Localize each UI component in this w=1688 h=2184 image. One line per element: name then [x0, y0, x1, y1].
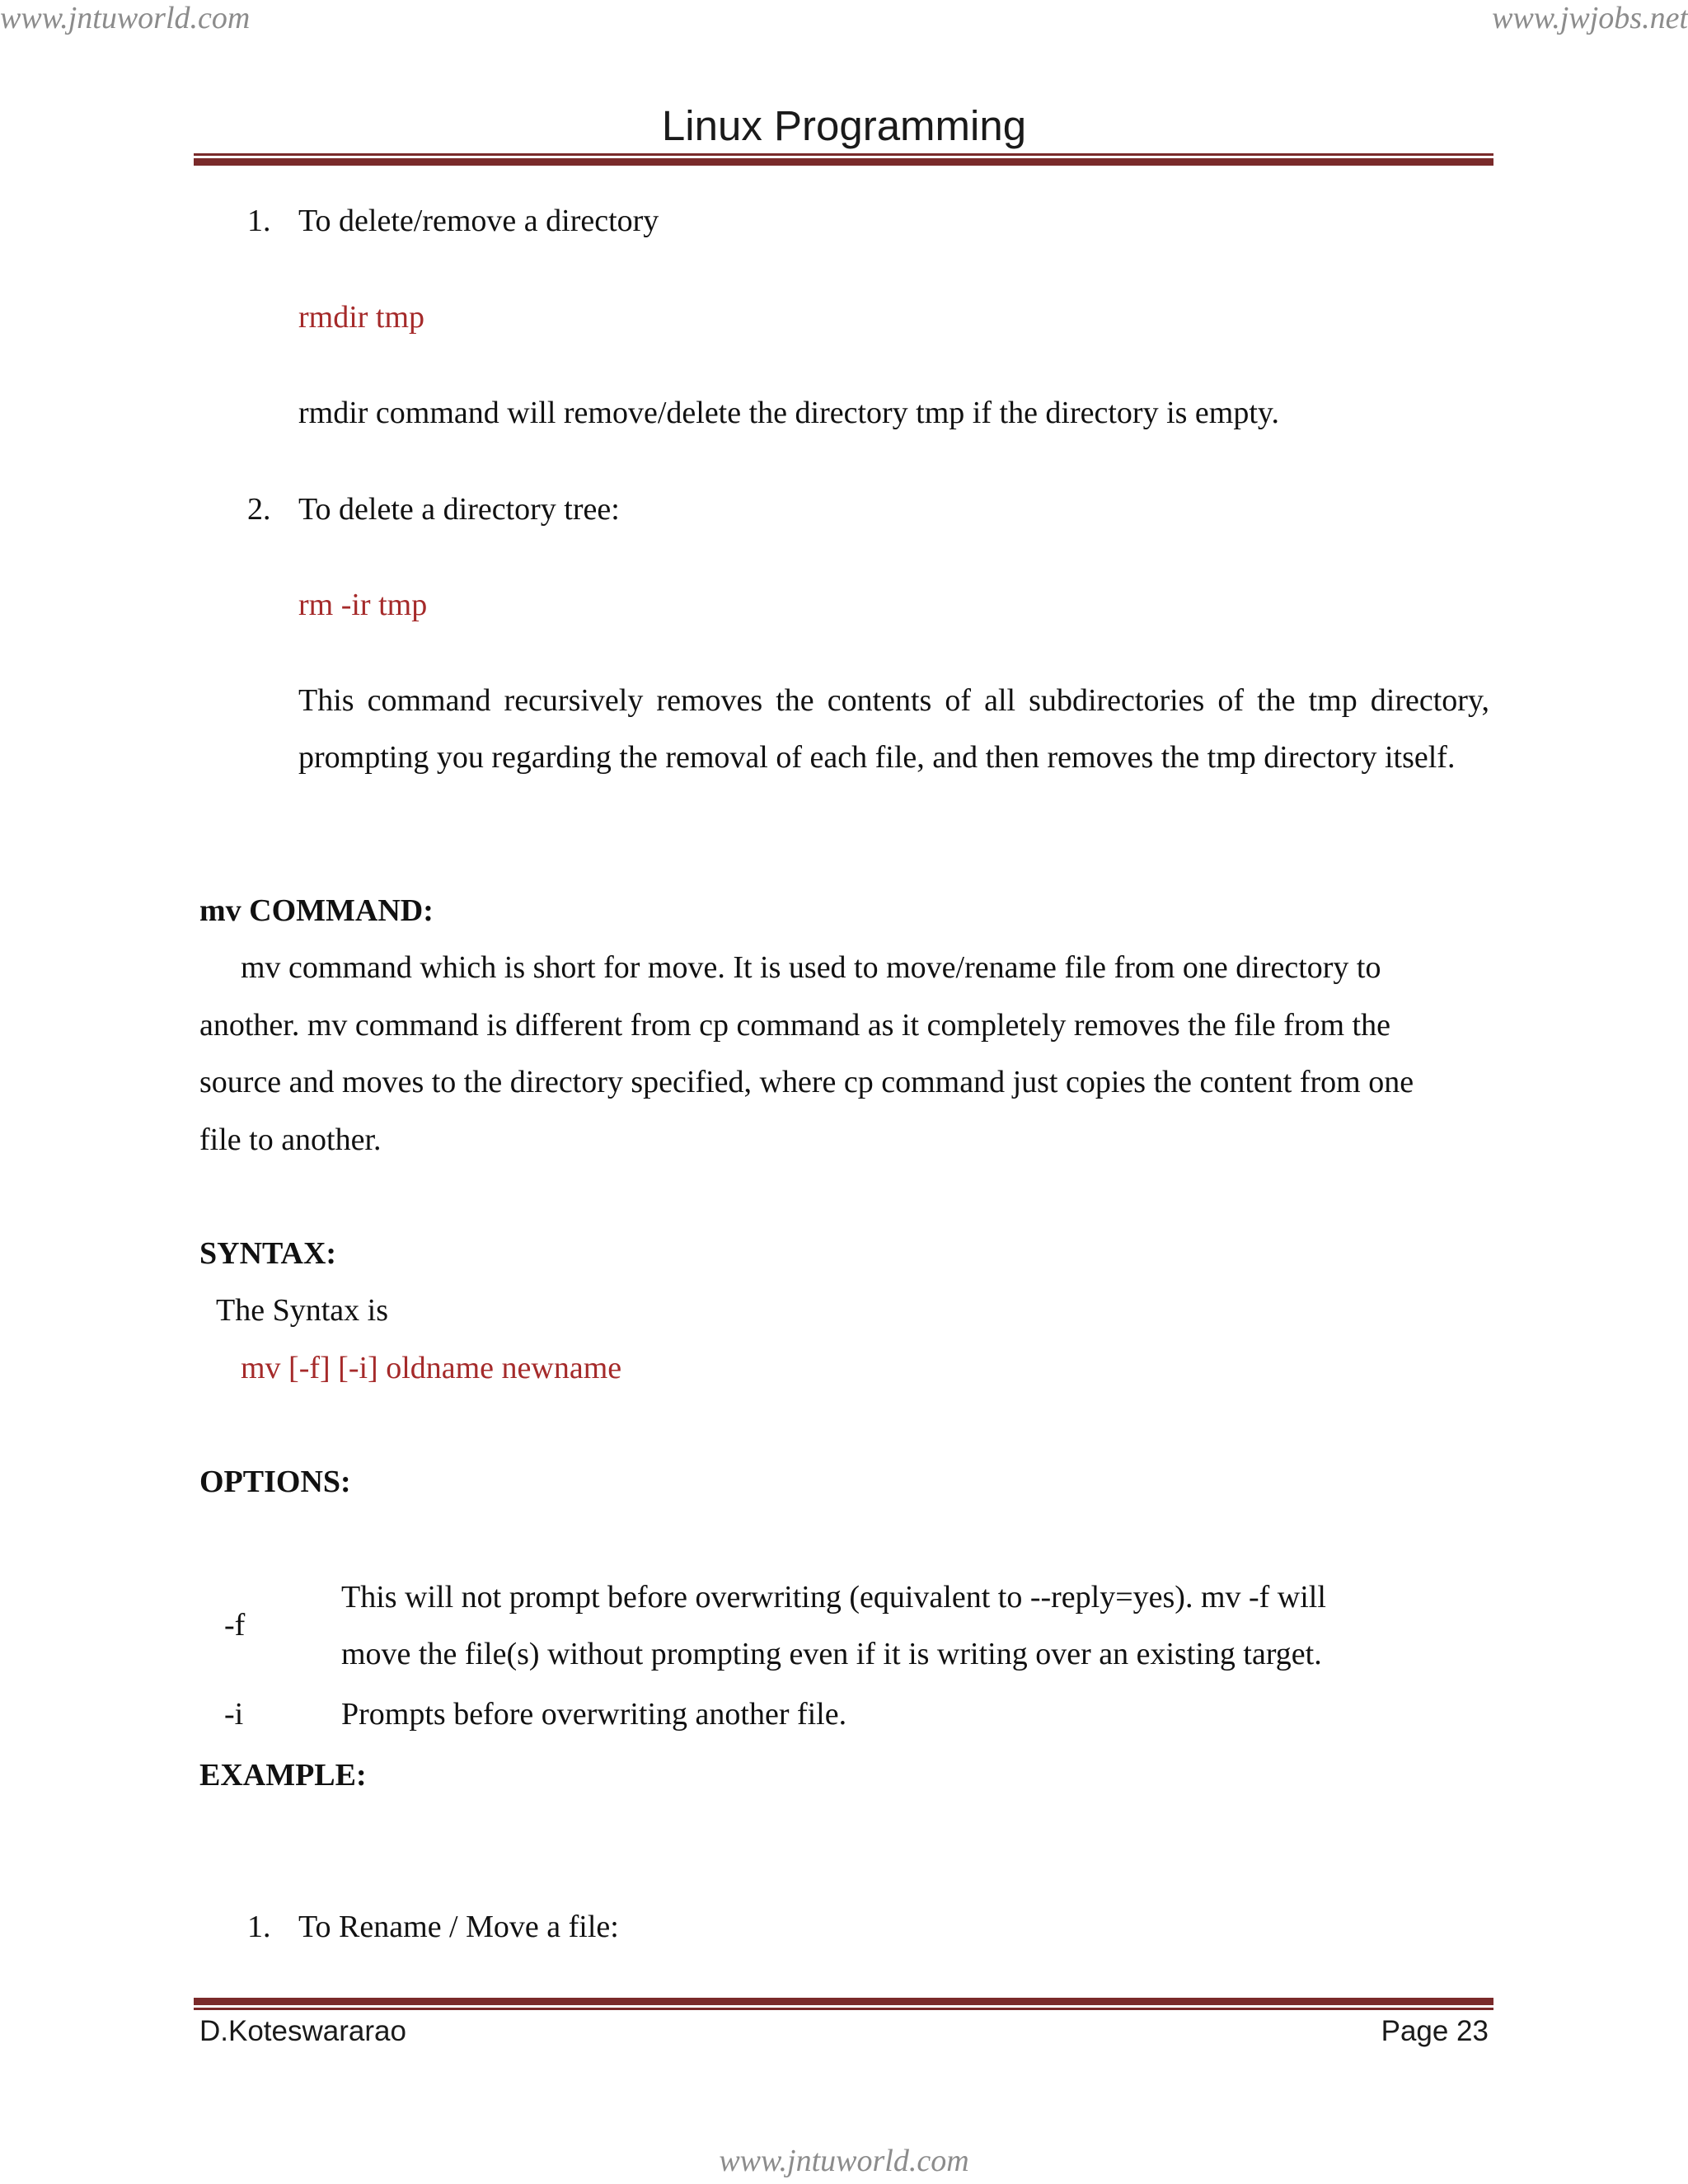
- footer-author: D.Koteswararao: [199, 2015, 406, 2047]
- option-description: This will not prompt before overwriting (equivalent to --reply=yes). mv -f will: [341, 1580, 1326, 1615]
- page-title: Linux Programming: [661, 102, 1027, 149]
- option-description: Prompts before overwriting another file.: [341, 1697, 847, 1732]
- option-flag: -f: [224, 1608, 246, 1643]
- paragraph-line: mv command which is short for move. It is used to move/rename file from one directory to: [241, 950, 1381, 985]
- list-number: 1.: [247, 204, 271, 238]
- watermark-top-left: www.jntuworld.com: [0, 1, 251, 35]
- paragraph-line: source and moves to the directory specified, where cp command just copies the content from one: [199, 1065, 1414, 1099]
- list-number: 2.: [247, 492, 271, 527]
- list-item-text: To Rename / Move a file:: [298, 1910, 619, 1944]
- syntax-intro: The Syntax is: [216, 1293, 388, 1328]
- option-flag: -i: [224, 1697, 244, 1732]
- command-text: rm -ir tmp: [298, 588, 428, 622]
- footer-page-number: Page 23: [1381, 2015, 1489, 2047]
- watermark-bottom: www.jntuworld.com: [719, 2144, 969, 2178]
- header-rule: [194, 153, 1493, 166]
- footer-rule: [194, 1998, 1493, 2010]
- watermark-top-right: www.jwjobs.net: [1492, 1, 1688, 35]
- section-heading: mv COMMAND:: [199, 893, 434, 928]
- description-text: rmdir command will remove/delete the directory tmp if the directory is empty.: [298, 396, 1279, 430]
- list-item-text: To delete a directory tree:: [298, 492, 620, 527]
- list-number: 1.: [247, 1910, 271, 1944]
- syntax-command: mv [-f] [-i] oldname newname: [241, 1351, 622, 1385]
- list-item-text: To delete/remove a directory: [298, 204, 659, 238]
- command-text: rmdir tmp: [298, 300, 425, 335]
- section-heading: OPTIONS:: [199, 1465, 351, 1499]
- option-description: move the file(s) without prompting even if it is writing over an existing target.: [341, 1637, 1322, 1671]
- section-heading: SYNTAX:: [199, 1236, 337, 1271]
- paragraph-line: another. mv command is different from cp command as it completely removes the file from the: [199, 1008, 1390, 1043]
- paragraph-line: file to another.: [199, 1122, 382, 1157]
- description-text: This command recursively removes the contents of all subdirectories of the tmp directory, prompting you regarding the removal of each file, and then removes the tmp directory itself.: [298, 683, 1489, 775]
- section-heading: EXAMPLE:: [199, 1758, 367, 1793]
